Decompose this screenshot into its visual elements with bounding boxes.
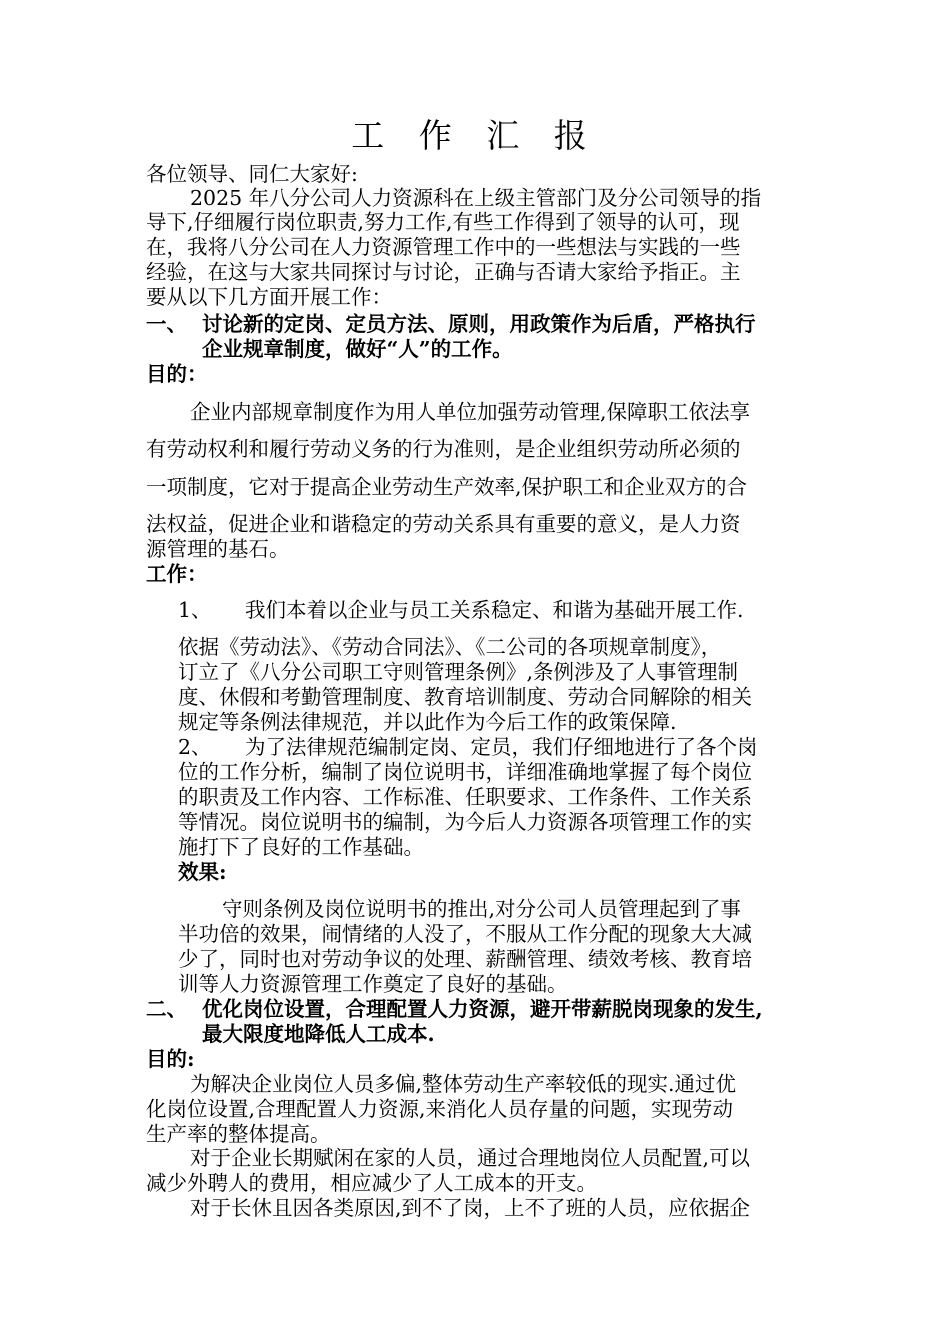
purpose-line: 法权益，促进企业和谐稳定的劳动关系具有重要的意义，是人力资 [146,512,741,536]
item-lead: 为了法律规范编制定岗、定员，我们仔细地进行了各个岗 [245,735,758,759]
effect-line: 少了，同时也对劳动争议的处理、薪酬管理、绩效考核、教育培 [178,947,752,971]
effect-line: 半功倍的效果，闹情绪的人没了，不服从工作分配的现象大大减 [178,922,752,946]
item-body-line: 依据《劳动法》、《劳动合同法》、《二公司的各项规章制度》， [178,635,722,659]
section1-number: 一、 [146,312,187,336]
greeting: 各位领导、同仁大家好: [146,162,358,186]
intro-line: 在，我将八分公司在人力资源管理工作中的一些想法与实践的一些 [146,235,741,259]
purpose-label: 目的: [146,1047,195,1071]
paragraph-line: 为解决企业岗位人员多偏,整体劳动生产率较低的现实.通过优 [190,1072,737,1096]
effect-label: 效果: [178,860,227,884]
paragraph-line: 生产率的整体提高。 [146,1122,331,1146]
purpose-line: 一项制度，它对于提高企业劳动生产效率,保护职工和企业双方的合 [146,475,748,499]
item-body-line: 施打下了良好的工作基础。 [178,835,424,859]
item-body-line: 度、休假和考勤管理制度、教育培训制度、劳动合同解除的相关 [178,685,752,709]
effect-line: 训等人力资源管理工作奠定了良好的基础。 [178,972,568,996]
intro-line: 经验，在这与大家共同探讨与讨论，正确与否请大家给予指正。主 [146,260,741,284]
section2-heading: 优化岗位设置，合理配置人力资源，避开带薪脱岗现象的发生, [202,997,763,1021]
paragraph-line: 对于长休且因各类原因,到不了岗，上不了班的人员，应依据企 [190,1196,751,1220]
purpose-line: 企业内部规章制度作为用人单位加强劳动管理,保障职工依法享 [190,400,751,424]
paragraph-line: 化岗位设置,合理配置人力资源,来消化人员存量的问题，实现劳动 [146,1097,734,1121]
purpose-line: 源管理的基石。 [146,537,290,561]
paragraph-line: 对于企业长期赋闲在家的人员，通过合理地岗位人员配置,可以 [190,1146,751,1170]
effect-line: 守则条例及岗位说明书的推出,对分公司人员管理起到了事 [222,897,742,921]
item-number: 2、 [178,735,212,759]
item-body-line: 等情况。岗位说明书的编制，为今后人力资源各项管理工作的实 [178,810,752,834]
item-body-line: 位的工作分析，编制了岗位说明书，详细准确地掌握了每个岗位 [178,760,752,784]
paragraph-line: 减少外聘人的费用，相应减少了人工成本的开支。 [146,1171,597,1195]
section1-heading: 讨论新的定岗、定员方法、原则，用政策作为后盾，严格执行 [202,312,756,336]
item-body-line: 规定等条例法律规范，并以此作为今后工作的政策保障. [178,710,677,734]
purpose-line: 有劳动权利和履行劳动义务的行为准则，是企业组织劳动所必须的 [146,437,741,461]
item-lead: 我们本着以企业与员工关系稳定、和谐为基础开展工作. [245,598,744,622]
item-body-line: 订立了《八分公司职工守则管理条例》,条例涉及了人事管理制 [178,660,739,684]
section2-heading: 最大限度地降低人工成本. [202,1022,435,1046]
intro-line: 导下,仔细履行岗位职责,努力工作,有些工作得到了领导的认可，现 [146,210,740,234]
item-number: 1、 [178,598,212,622]
purpose-label: 目的： [146,362,208,386]
item-body-line: 的职责及工作内容、工作标准、任职要求、工作条件、工作关系 [178,785,752,809]
page-title: 工 作 汇 报 [351,116,599,155]
intro-line: 要从以下几方面开展工作： [146,285,392,309]
intro-line: 2025 年八分公司人力资源科在上级主管部门及分公司领导的指 [190,186,762,210]
work-label: 工作： [146,562,208,586]
section2-number: 二、 [146,997,187,1021]
section1-heading: 企业规章制度，做好“人”的工作。 [202,337,513,361]
